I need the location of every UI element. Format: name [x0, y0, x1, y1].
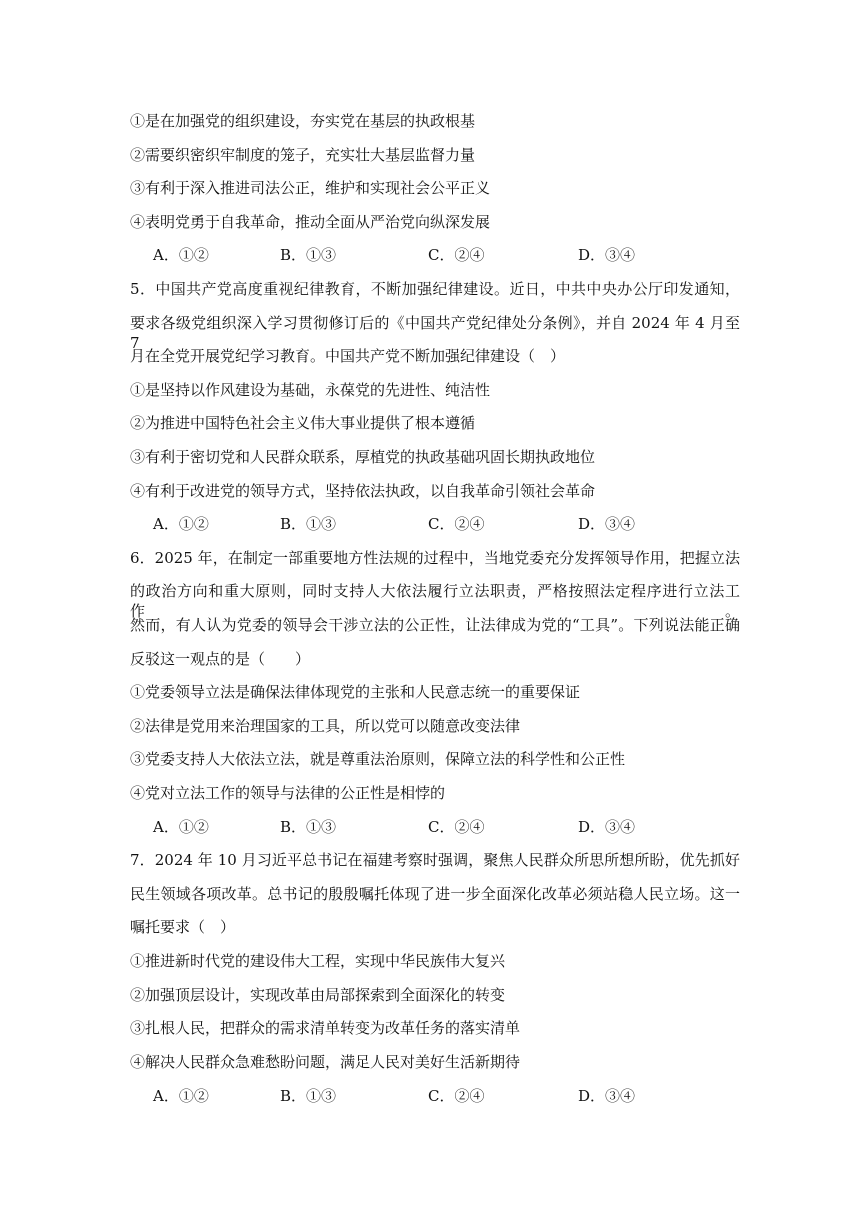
q7-statement-4: ④解决人民群众急难愁盼问题，满足人民对美好生活新期待: [130, 1053, 521, 1071]
q7-stem-line-2: 民生领域各项改革。总书记的殷殷嘱托体现了进一步全面深化改革必须站稳人民立场。这一: [130, 885, 740, 903]
q7-statement-3: ③扎根人民，把群众的需求清单转变为改革任务的落实清单: [130, 1019, 521, 1037]
q4-option-a[interactable]: A．①②: [153, 246, 209, 264]
q4-statement-1: ①是在加强党的组织建设，夯实党在基层的执政根基: [130, 112, 476, 130]
q6-stem-line-3: 然而，有人认为党委的领导会干涉立法的公正性，让法律成为党的“工具”。下列说法能正确: [130, 616, 740, 634]
q5-option-d[interactable]: D．③④: [578, 515, 636, 533]
q5-statement-1: ①是坚持以作风建设为基础，永葆党的先进性、纯洁性: [130, 381, 491, 399]
q6-stem-line-2: 的政治方向和重大原则，同时支持人大依法履行立法职责，严格按照法定程序进行立法工作。: [130, 582, 740, 620]
q7-statement-1: ①推进新时代党的建设伟大工程，实现中华民族伟大复兴: [130, 952, 506, 970]
q6-options: [153, 817, 753, 837]
q6-statement-3: ③党委支持人大依法立法，就是尊重法治原则，保障立法的科学性和公正性: [130, 750, 626, 768]
q6-statement-2: ②法律是党用来治理国家的工具，所以党可以随意改变法律: [130, 717, 521, 735]
q5-stem-line-2: 要求各级党组织深入学习贯彻修订后的《中国共产党纪律处分条例》，并自 2024 年 4 月至 7: [130, 314, 740, 352]
q7-statement-2: ②加强顶层设计，实现改革由局部探索到全面深化的转变: [130, 986, 506, 1004]
q7-option-d[interactable]: D．③④: [578, 1087, 636, 1105]
q7-option-c[interactable]: C．②④: [428, 1087, 485, 1105]
q5-options: [153, 514, 753, 534]
q6-option-d[interactable]: D．③④: [578, 818, 636, 836]
q6-statement-1: ①党委领导立法是确保法律体现党的主张和人民意志统一的重要保证: [130, 683, 581, 701]
q4-statement-2: ②需要织密织牢制度的笼子，充实壮大基层监督力量: [130, 146, 476, 164]
q5-option-a[interactable]: A．①②: [153, 515, 209, 533]
q7-stem-line-1: 7．2024 年 10 月习近平总书记在福建考察时强调，聚焦人民群众所思所想所盼，优先抓好: [130, 851, 740, 869]
q7-options: [153, 1086, 753, 1106]
q4-option-b[interactable]: B．①③: [280, 246, 337, 264]
q6-option-a[interactable]: A．①②: [153, 818, 209, 836]
q4-option-d[interactable]: D．③④: [578, 246, 636, 264]
q5-option-b[interactable]: B．①③: [280, 515, 337, 533]
q4-option-c[interactable]: C．②④: [428, 246, 485, 264]
q5-stem-line-1: 5．中国共产党高度重视纪律教育，不断加强纪律建设。近日，中共中央办公厅印发通知，: [130, 280, 740, 298]
q5-option-c[interactable]: C．②④: [428, 515, 485, 533]
q7-option-b[interactable]: B．①③: [280, 1087, 337, 1105]
q5-statement-4: ④有利于改进党的领导方式，坚持依法执政，以自我革命引领社会革命: [130, 482, 596, 500]
q4-options: [153, 245, 753, 265]
q7-stem-line-3: 嘱托要求（ ）: [130, 918, 236, 936]
q4-statement-4: ④表明党勇于自我革命，推动全面从严治党向纵深发展: [130, 213, 491, 231]
q7-option-a[interactable]: A．①②: [153, 1087, 209, 1105]
q6-option-c[interactable]: C．②④: [428, 818, 485, 836]
q4-statement-3: ③有利于深入推进司法公正，维护和实现社会公平正义: [130, 179, 491, 197]
q6-stem-line-4: 反驳这一观点的是（ ）: [130, 650, 311, 668]
q5-statement-2: ②为推进中国特色社会主义伟大事业提供了根本遵循: [130, 414, 476, 432]
q6-statement-4: ④党对立法工作的领导与法律的公正性是相悖的: [130, 784, 446, 802]
q5-stem-line-3: 月在全党开展党纪学习教育。中国共产党不断加强纪律建设（ ）: [130, 347, 566, 365]
q6-option-b[interactable]: B．①③: [280, 818, 337, 836]
q6-stem-line-1: 6．2025 年，在制定一部重要地方性法规的过程中，当地党委充分发挥领导作用，把握立法: [130, 549, 740, 567]
q5-statement-3: ③有利于密切党和人民群众联系，厚植党的执政基础巩固长期执政地位: [130, 448, 596, 466]
